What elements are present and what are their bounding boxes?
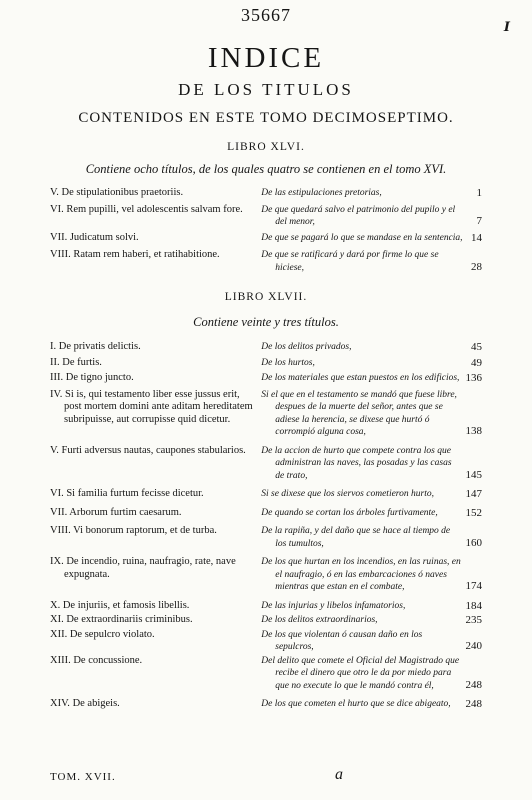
latin-title — [50, 629, 261, 654]
latin-text: Vi bonorum raptorum, et de turba. — [73, 525, 217, 536]
title-number: XII. — [50, 628, 68, 640]
latin-title — [50, 187, 261, 201]
index-entry — [50, 445, 482, 483]
title-number: VII. — [50, 231, 68, 243]
latin-title — [50, 507, 261, 521]
latin-title — [50, 525, 261, 550]
latin-text: Arborum furtim caesarum. — [69, 506, 182, 518]
page-ref: 145 — [465, 468, 482, 481]
spanish-title — [261, 655, 462, 693]
index-entry — [50, 655, 482, 693]
latin-text: Si is, qui testamento liber esse jussus erit, post mortem domini ante aditam hereditatem subripuisse, aut corrupisse quid dicetur. — [64, 388, 253, 425]
page-ref: 49 — [470, 356, 482, 369]
latin-text: De privatis delictis. — [58, 341, 141, 352]
spanish-text: De los hurtos, — [261, 357, 315, 368]
spanish-text: De los que violentan ó causan daño en los sepulcros, — [261, 629, 423, 652]
page-ref: 45 — [470, 341, 482, 353]
spanish-text: De quando se cortan los árboles furtivamente, — [261, 507, 438, 518]
page-ref: 160 — [465, 536, 482, 549]
spanish-title — [261, 629, 462, 654]
spanish-title — [261, 525, 462, 550]
book-entries — [50, 341, 482, 715]
spanish-title — [261, 341, 462, 355]
title-number: III. — [50, 372, 64, 383]
index-entry — [50, 507, 482, 521]
title-number: II. — [50, 356, 60, 368]
page-ref: 248 — [465, 698, 482, 710]
page-ref: 240 — [465, 640, 482, 652]
page-title: INDICE — [207, 42, 325, 74]
spanish-text: Del delito que comete el Oficial del Magistrado que recibe el dinero que otro le da por miedo para que no execute lo que le mandó contra él, — [261, 655, 460, 691]
spanish-text: Si se dixese que los siervos cometieron hurto, — [261, 489, 434, 499]
title-number: XI. — [50, 614, 64, 625]
page-ref: 235 — [465, 614, 482, 626]
title-number: VI. — [50, 488, 64, 499]
index-entry — [50, 629, 482, 654]
spanish-text: De que se pagará lo que se mandase en la sentencia, — [261, 232, 463, 243]
index-entry — [50, 525, 482, 550]
spanish-text: Si el que en el testamento se mandó que fuese libre, despues de la muerte del señor, antes que se adiese la herencia, se dixese que hurtó ó corrompió alguna cosa, — [261, 389, 457, 437]
book-heading: LIBRO XLVII. — [224, 291, 308, 303]
book-contents-note: Contiene ocho títulos, de los quales quatro se contienen en el tomo XVI. — [85, 162, 447, 176]
title-number: IV. — [50, 388, 63, 400]
signature-mark: a — [335, 766, 343, 783]
index-entry — [50, 204, 482, 229]
spanish-title — [261, 698, 462, 712]
latin-title — [50, 614, 261, 628]
latin-text: De tigno juncto. — [65, 372, 134, 383]
latin-title — [50, 204, 261, 229]
page-subtitle: DE LOS TITULOS — [178, 80, 354, 99]
latin-title — [50, 445, 261, 483]
spanish-title — [261, 445, 462, 483]
title-number: VIII. — [50, 249, 71, 260]
latin-text: Si familia furtum fecisse dicetur. — [66, 488, 204, 499]
page-ref: 1 — [476, 187, 482, 199]
spanish-title — [261, 187, 462, 201]
book-entries — [50, 187, 482, 278]
page-ref: 136 — [465, 372, 482, 384]
index-entry — [50, 698, 482, 712]
title-number: XIV. — [50, 698, 70, 709]
latin-title — [50, 357, 261, 371]
index-entry — [50, 556, 482, 594]
stamp-number: 35667 — [241, 5, 291, 25]
latin-text: De injuriis, et famosis libellis. — [62, 599, 190, 611]
spanish-title — [261, 204, 462, 229]
page-ref: 7 — [476, 215, 482, 227]
page-ref: 174 — [465, 580, 482, 592]
spanish-title — [261, 357, 462, 371]
latin-text: Furti adversus nautas, caupones stabularios. — [61, 444, 246, 456]
page-ref: 152 — [465, 506, 482, 519]
title-number: VIII. — [50, 525, 71, 536]
title-number: VI. — [50, 203, 64, 215]
spanish-text: De los delitos privados, — [261, 342, 352, 352]
page-ref: 28 — [470, 260, 482, 273]
latin-title — [50, 389, 261, 439]
index-entry — [50, 614, 482, 628]
spanish-title — [261, 507, 462, 521]
page-ref: 147 — [465, 488, 482, 500]
spanish-text: De que quedará salvo el patrimonio del pupilo y el del menor, — [261, 204, 456, 227]
latin-text: Rem pupilli, vel adolescentis salvam fore. — [66, 203, 243, 215]
latin-title — [50, 232, 261, 246]
spanish-title — [261, 249, 462, 274]
book-heading: LIBRO XLVI. — [227, 141, 305, 153]
title-number: IX. — [50, 556, 64, 567]
latin-title — [50, 655, 261, 693]
page-subtitle-2: CONTENIDOS EN ESTE TOMO DECIMOSEPTIMO. — [78, 110, 454, 126]
spanish-text: De los que cometen el hurto que se dice abigeato, — [261, 699, 451, 709]
index-entry — [50, 341, 482, 355]
latin-text: De incendio, ruina, naufragio, rate, nave expugnata. — [64, 556, 236, 580]
page-ref: 14 — [470, 231, 482, 244]
book-contents-note: Contiene veinte y tres títulos. — [193, 315, 339, 329]
spanish-text: De las estipulaciones pretorias, — [261, 188, 382, 198]
latin-text: De sepulcro violato. — [69, 628, 155, 640]
spanish-text: De los materiales que estan puestos en los edificios, — [261, 373, 460, 383]
spanish-text: De las injurias y libelos infamatorios, — [261, 600, 406, 611]
title-number: V. — [50, 444, 59, 456]
spanish-title — [261, 372, 462, 386]
title-number: VII. — [50, 506, 68, 518]
title-number: V. — [50, 187, 59, 198]
latin-title — [50, 372, 261, 386]
spanish-title — [261, 600, 462, 614]
page-number: I — [503, 20, 510, 35]
title-number: X. — [50, 599, 61, 611]
page-ref: 248 — [465, 678, 482, 691]
spanish-title — [261, 232, 462, 246]
latin-text: De extraordinariis criminibus. — [66, 614, 193, 625]
spanish-title — [261, 614, 462, 628]
spanish-text: De la accion de hurto que compete contra los que administran las naves, las posadas y las casas de trato, — [261, 445, 452, 481]
spanish-text: De la rapiña, y del daño que se hace al tiempo de los tumultos, — [261, 526, 451, 549]
latin-title — [50, 698, 261, 712]
spanish-title — [261, 488, 462, 502]
index-entry — [50, 389, 482, 439]
latin-title — [50, 600, 261, 614]
latin-text: De concussione. — [73, 654, 143, 666]
latin-title — [50, 249, 261, 274]
page-ref: 138 — [465, 425, 482, 437]
spanish-text: De los que hurtan en los incendios, en las ruinas, en el naufragio, ó en las embarcaciones ó naves mientras que estan en el combate, — [261, 557, 461, 592]
latin-text: De furtis. — [62, 356, 102, 368]
index-entry — [50, 249, 482, 274]
latin-text: De stipulationibus praetoriis. — [61, 187, 184, 198]
spanish-title — [261, 389, 462, 439]
latin-text: De abigeis. — [72, 698, 120, 709]
spanish-text: De que se ratificará y dará por firme lo que se hiciese, — [261, 250, 439, 273]
spanish-title — [261, 556, 462, 594]
index-entry — [50, 488, 482, 502]
latin-text: Ratam rem haberi, et ratihabitione. — [73, 249, 220, 260]
index-entry — [50, 232, 482, 246]
title-number: I. — [50, 341, 57, 352]
tome-label: TOM. XVII. — [50, 771, 116, 783]
index-entry — [50, 372, 482, 386]
index-entry — [50, 600, 482, 614]
index-entry — [50, 357, 482, 371]
spanish-text: De los delitos extraordinarios, — [261, 615, 378, 625]
page-ref: 184 — [465, 599, 482, 612]
index-entry — [50, 187, 482, 201]
latin-title — [50, 341, 261, 355]
latin-title — [50, 488, 261, 502]
latin-text: Judicatum solvi. — [69, 231, 139, 243]
latin-title — [50, 556, 261, 594]
title-number: XIII. — [50, 654, 71, 666]
